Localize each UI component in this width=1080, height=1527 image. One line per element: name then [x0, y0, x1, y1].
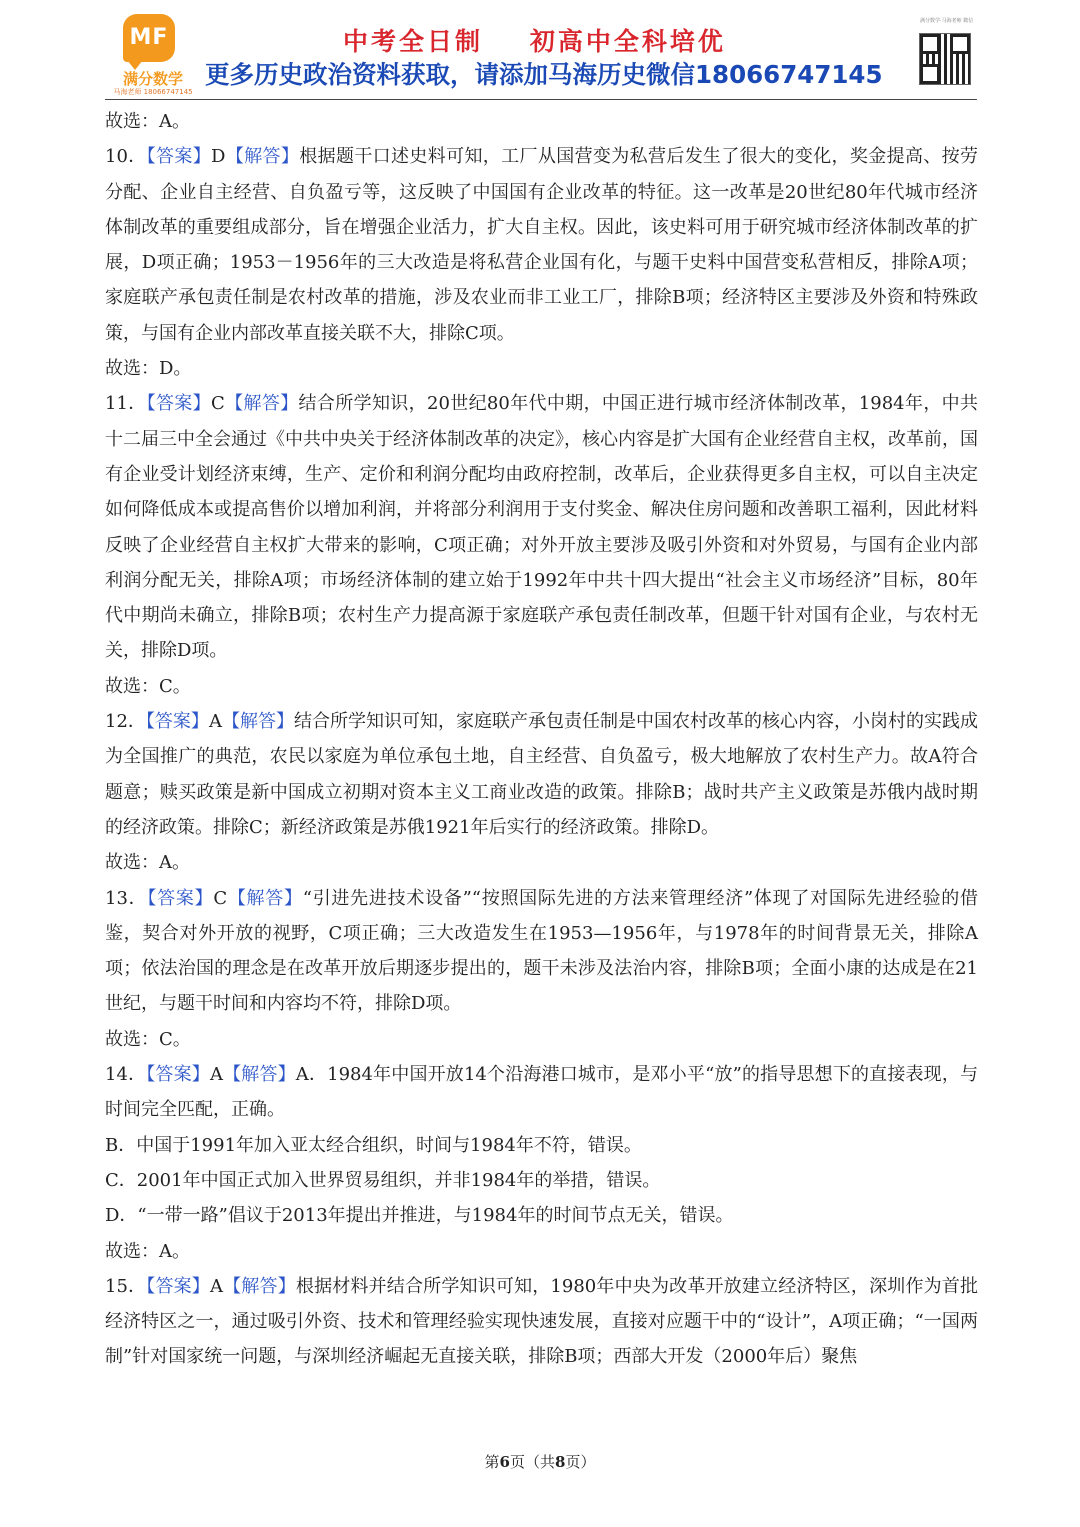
answer-label: 【答案】 [146, 1275, 210, 1297]
footer-middle: 页（共 [509, 1453, 555, 1471]
analysis-text: 根据题干口述史料可知，工厂从国营变为私营后发生了很大的变化，奖金提高、按劳分配、企业自主经营、自负盈亏等，这反映了中国国有企业改革的特征。这一改革是20世纪80年代城市经济体制改革的重要组成部分，旨在增强企业活力，扩大自主权。因此，该史料可用于研究城市经济体制改革的扩展，D项正确；1953－1956年的三大改造是将私营企业国有化，与题干史料中国营变私营相反，排除A项；家庭联产承包责任制是农村改革的措施，涉及农业而非工业工厂，排除B项；经济特区主要涉及外资和特殊政策，与国有企业内部改革直接关联不大，排除C项。 [105, 146, 979, 344]
conclusion-line: 故选：A。 [105, 1240, 190, 1262]
option-explanation: D．“一带一路”倡议于2013年提出并推进，与1984年的时间节点无关，错误。 [105, 1205, 734, 1227]
question-15-analysis [105, 1269, 978, 1375]
analysis-text: 结合所学知识，20世纪80年代中期，中国正进行城市经济体制改革，1984年，中共十二届三中全会通过《中共中央关于经济体制改革的决定》，核心内容是扩大国有企业经营自主权，改革前，国有企业受计划经济束缚，生产、定价和利润分配均由政府控制，改革后，企业获得更多自主权，可以自主决定如何降低成本或提高售价以增加利润，并将部分利润用于支付奖金、解决住房问题和改善职工福利，因此材料反映了企业经营自主权扩大带来的影响，C项正确；对外开放主要涉及吸引外资和对外贸易，与国有企业内部利润分配无关，排除A项；市场经济体制的建立始于1992年中共十四大提出“社会主义市场经济”目标，80年代中期尚未确立，排除B项；农村生产力提高源于家庭联产承包责任制改革，但题干针对国有企业，与农村无关，排除D项。 [105, 393, 979, 662]
question-13-analysis [105, 881, 978, 1022]
logo-subtitle: 马海老师 18066747145 [113, 88, 193, 96]
analysis-label: 【解答】 [221, 711, 294, 733]
analysis-label: 【解答】 [222, 1064, 296, 1086]
option-explanation: B．中国于1991年加入亚太经合组织，时间与1984年不符，错误。 [105, 1134, 642, 1156]
total-pages: 8 [555, 1453, 566, 1471]
answer-value: D [211, 146, 226, 168]
header-contact: 更多历史政治资料获取，请添加马海历史微信18066747145 [205, 60, 883, 89]
footer-prefix: 第 [484, 1453, 500, 1471]
footer-suffix: 页） [565, 1453, 596, 1471]
conclusion-line: 故选：A。 [105, 111, 190, 132]
question-number: 14． [105, 1064, 147, 1086]
question-12-analysis [105, 704, 978, 845]
question-14-analysis [105, 1057, 978, 1128]
header-divider [105, 99, 977, 100]
conclusion-line: 故选：C。 [105, 675, 191, 697]
analysis-text: 结合所学知识可知，家庭联产承包责任制是中国农村改革的核心内容，小岗村的实践成为全国推广的典范，农民以家庭为单位承包土地，自主经营、自负盈亏，极大地解放了农村生产力。故A符合题意；赎买政策是新中国成立初期对资本主义工商业改造的政策。排除B；战时共产主义政策是苏俄内战时期的经济政策。排除C；新经济政策是苏俄1921年后实行的经济政策。排除D。 [105, 711, 979, 838]
current-page: 6 [499, 1453, 510, 1471]
answer-label: 【答案】 [146, 146, 212, 168]
analysis-label: 【解答】 [223, 1275, 296, 1297]
analysis-text: A．1984年中国开放14个沿海港口城市，是邓小平“放”的指导思想下的直接表现，与时间完全匹配，正确。 [105, 1064, 979, 1121]
answer-value: A [208, 711, 222, 733]
answer-value: C [211, 393, 225, 415]
analysis-text: “引进先进技术设备”“按照国际先进的方法来管理经济”体现了对国际先进经验的借鉴，契合对外开放的视野，C项正确；三大改造发生在1953—1956年，与1978年的时间背景无关，排除A项；依法治国的理念是在改革开放后期逐步提出的，题干未涉及法治内容，排除B项；全面小康的达成是在21世纪，与题干时间和内容均不符，排除D项。 [105, 887, 978, 1015]
answer-value: C [213, 887, 228, 909]
question-10-analysis [105, 139, 978, 351]
question-number: 10． [105, 146, 147, 168]
header-slogan: 中考全日制 初高中全科培优 [343, 27, 726, 56]
page-footer [0, 1451, 1080, 1472]
answer-value: A [210, 1275, 223, 1297]
analysis-text: 根据材料并结合所学知识可知，1980年中央为改革开放建立经济特区，深圳作为首批经济特区之一，通过吸引外资、技术和管理经验实现快速发展，直接对应题干中的“设计”，A项正确；“一国两制”针对国家统一问题，与深圳经济崛起无直接关联，排除B项；西部大开发（2000年后）聚焦 [105, 1275, 979, 1368]
answer-content [105, 104, 978, 1375]
logo-name: 满分数学 [122, 70, 183, 88]
conclusion-line: 故选：C。 [105, 1028, 191, 1050]
logo-badge-icon: MF [123, 14, 175, 62]
analysis-label: 【解答】 [225, 146, 300, 168]
answer-label: 【答案】 [145, 711, 209, 733]
answer-label: 【答案】 [146, 393, 212, 415]
question-number: 12． [105, 711, 146, 733]
brand-logo [113, 14, 193, 96]
analysis-label: 【解答】 [227, 887, 303, 909]
answer-value: A [209, 1064, 223, 1086]
qr-caption: 满分数学·马海老师 微信 [920, 18, 974, 24]
question-11-analysis [105, 386, 978, 668]
qr-code-icon [920, 34, 970, 84]
option-explanation: C．2001年中国正式加入世界贸易组织，并非1984年的举措，错误。 [105, 1169, 661, 1191]
conclusion-line: 故选：A。 [105, 852, 190, 874]
page-header [105, 12, 977, 98]
question-number: 13． [105, 887, 148, 909]
question-number: 15． [105, 1275, 147, 1297]
conclusion-line: 故选：D。 [105, 358, 192, 380]
answer-label: 【答案】 [146, 1064, 210, 1086]
analysis-label: 【解答】 [224, 393, 299, 415]
answer-label: 【答案】 [147, 887, 214, 909]
question-number: 11． [105, 393, 147, 415]
